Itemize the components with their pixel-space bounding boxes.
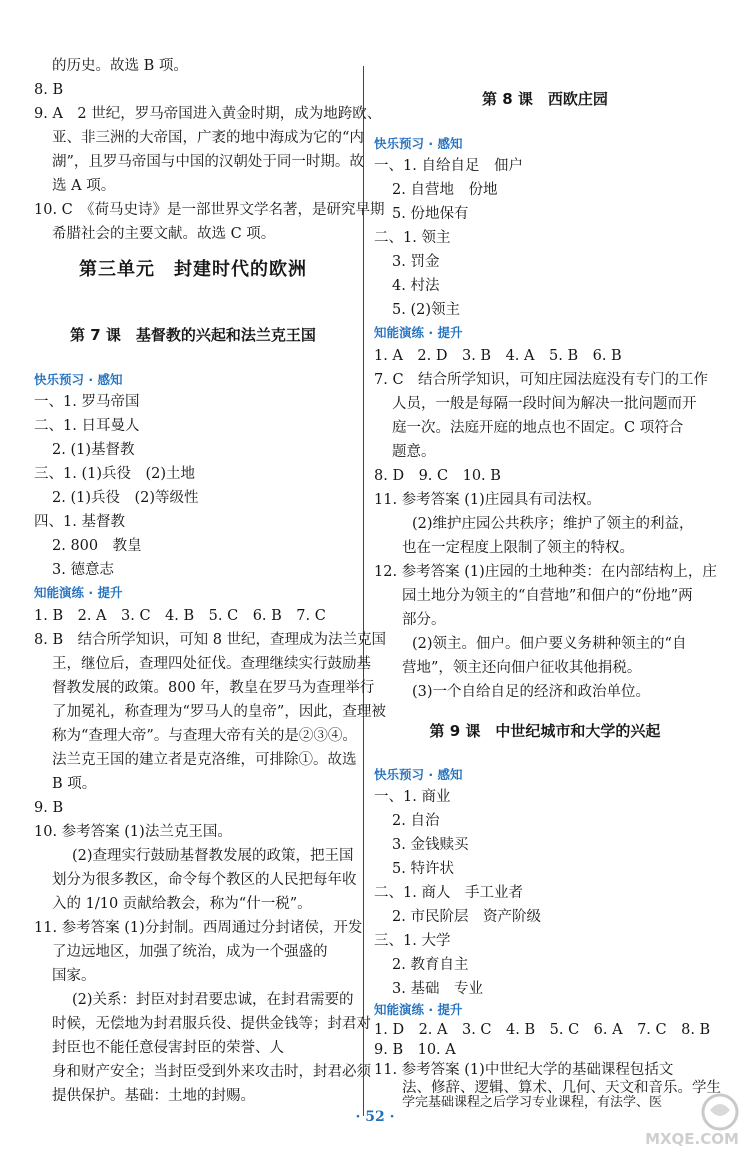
text-line: 1. D 2. A 3. C 4. B 5. C 6. A 7. C 8. B [374,1022,711,1038]
text-line: 8. B 结合所学知识，可知 8 世纪，查理成为法兰克国 [34,632,387,648]
text-line: 3. 金钱赎买 [392,837,469,853]
lesson-9-heading: 第 9 课 中世纪城市和大学的兴起 [429,722,661,740]
text-line: 一、1. 商业 [374,789,451,805]
text-line: 法、修辞、逻辑、算术、几何、天文和音乐。学生 [402,1080,721,1096]
text-line: 选 A 项。 [52,178,116,194]
text-line: 8. D 9. C 10. B [374,468,501,484]
section-label-preview: 快乐预习 · 感知 [34,372,123,387]
text-line: 亚、非三洲的大帝国，广袤的地中海成为它的“内 [52,130,364,146]
text-line: 二、1. 领主 [374,230,451,246]
text-line: 四、1. 基督教 [34,514,125,530]
lesson-8-heading: 第 8 课 西欧庄园 [482,90,608,108]
text-line: 园土地分为领主的“自营地”和佃户的“份地”两 [402,588,693,604]
text-line: 湖”，且罗马帝国与中国的汉朝处于同一时期。故 [52,154,364,170]
text-line: 4. 村法 [392,278,440,294]
text-line: 2. (1)基督教 [52,442,135,458]
text-line: 11. 参考答案 (1)中世纪大学的基础课程包括文 [374,1062,674,1078]
text-line: 一、1. 自给自足 佃户 [374,158,523,174]
text-line: 庭一次。法庭开庭的地点也不固定。C 项符合 [392,420,684,436]
text-line: 也在一定程度上限制了领主的特权。 [402,540,634,556]
text-line: B 项。 [52,776,97,792]
answer-site-logo-icon [640,1092,744,1148]
text-line: (3)一个自给自足的经济和政治单位。 [412,684,651,700]
text-line: 2. 800 教皇 [52,538,142,554]
text-line: 人员，一般是每隔一段时间为解决一批问题而开 [392,396,697,412]
section-label-practice: 知能演练 · 提升 [374,325,463,340]
text-line: 提供保护。基础：土地的封赐。 [52,1088,255,1104]
page-number: · 52 · [355,1109,395,1125]
text-line: 9. B 10. A [374,1042,456,1058]
text-line: 10. 参考答案 (1)法兰克王国。 [34,824,232,840]
text-line: 时候，无偿地为封君服兵役、提供金钱等；封君对 [52,1016,371,1032]
text-line: 1. B 2. A 3. C 4. B 5. C 6. B 7. C [34,608,326,624]
text-line: (2)维护庄园公共秩序；维护了领主的利益， [412,516,694,532]
text-line: 2. (1)兵役 (2)等级性 [52,490,199,506]
text-line: 9. A 2 世纪，罗马帝国进入黄金时期，成为地跨欧、 [34,106,382,122]
section-label-practice: 知能演练 · 提升 [34,585,123,600]
section-label-preview: 快乐预习 · 感知 [374,767,463,782]
text-line: 了加冕礼，称查理为“罗马人的皇帝”，因此，查理被 [52,704,386,720]
text-line: 部分。 [402,612,446,628]
text-line: 11. 参考答案 (1)分封制。西周通过分封诸侯，开发 [34,920,363,936]
text-line: 希腊社会的主要文献。故选 C 项。 [52,226,276,242]
text-line: 三、1. 大学 [374,933,451,949]
text-line: 二、1. 日耳曼人 [34,418,140,434]
text-line: 学完基础课程之后学习专业课程，有法学、医 [402,1095,663,1110]
text-line: 2. 自治 [392,813,440,829]
text-line: 8. B [34,82,64,98]
text-line: 2. 市民阶层 资产阶级 [392,909,541,925]
text-line: 1. A 2. D 3. B 4. A 5. B 6. B [374,348,622,364]
text-line: 王，继位后，查理四处征伐。查理继续实行鼓励基 [52,656,371,672]
text-line: 11. 参考答案 (1)庄园具有司法权。 [374,492,601,508]
text-line: (2)关系：封臣对封君要忠诚，在封君需要的 [72,992,354,1008]
text-line: 三、1. (1)兵役 (2)土地 [34,466,196,482]
text-line: 了边远地区，加强了统治，成为一个强盛的 [52,944,328,960]
text-line: 5. 份地保有 [392,206,469,222]
text-line: (2)查理实行鼓励基督教发展的政策，把王国 [72,848,354,864]
text-line: 一、1. 罗马帝国 [34,394,140,410]
text-line: 10. C 《荷马史诗》是一部世界文学名著，是研究早期 [34,202,385,218]
unit-heading: 第三单元 封建时代的欧洲 [79,259,307,280]
text-line: 3. 基础 专业 [392,981,483,997]
section-label-preview: 快乐预习 · 感知 [374,136,463,151]
text-line: 法兰克王国的建立者是克洛维，可排除①。故选 [52,752,357,768]
text-line: 2. 自营地 份地 [392,182,498,198]
text-line: 划分为很多教区，命令每个教区的人民把每年收 [52,872,357,888]
text-line: 营地”，领主还向佃户征收其他捐税。 [402,660,642,676]
text-line: 7. C 结合所学知识，可知庄园法庭没有专门的工作 [374,372,709,388]
text-line: 2. 教育自主 [392,957,469,973]
text-line: 身和财产安全；当封臣受到外来攻击时，封君必须 [52,1064,371,1080]
text-line: 二、1. 商人 手工业者 [374,885,523,901]
text-line: 国家。 [52,968,96,984]
watermark-text: MXQE.COM [645,1130,739,1148]
text-line: 5. (2)领主 [392,302,460,318]
watermark-graphic [640,1092,744,1148]
text-line: 12. 参考答案 (1)庄园的土地种类：在内部结构上，庄 [374,564,717,580]
text-line: 入的 1/10 贡献给教会，称为“什一税”。 [52,896,312,912]
text-line: 9. B [34,800,64,816]
column-divider [363,66,364,1116]
text-line: 题意。 [392,444,436,460]
text-line: 3. 罚金 [392,254,440,270]
text-line: 3. 德意志 [52,562,114,578]
text-line: 督教发展的政策。800 年，教皇在罗马为查理举行 [52,680,375,696]
text-line: 封臣也不能任意侵害封臣的荣誉、人 [52,1040,284,1056]
text-line: 5. 特许状 [392,861,454,877]
text-line: (2)领主。佃户。佃户要义务耕种领主的“自 [412,636,687,652]
text-line: 称为“查理大帝”。与查理大帝有关的是②③④。 [52,728,357,744]
section-label-practice: 知能演练 · 提升 [374,1002,463,1017]
text-line: 的历史。故选 B 项。 [52,58,188,74]
lesson-7-heading: 第 7 课 基督教的兴起和法兰克王国 [70,326,316,344]
